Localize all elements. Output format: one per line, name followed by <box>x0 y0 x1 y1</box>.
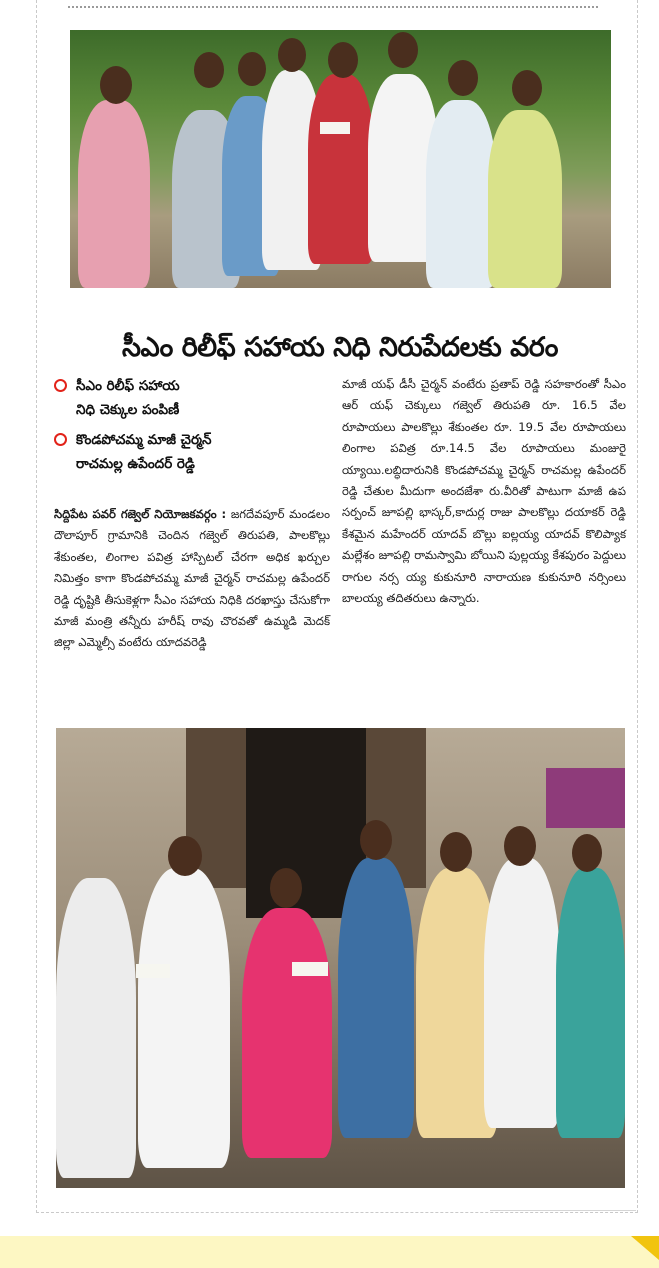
article-body-text: జగదేవపూర్ మండలం దౌలాపూర్ గ్రామానికి చెందిన గజ్వెల్ తిరుపతి, పాలకొల్లు శేకుంతల, లింగాల పవిత్ర హాస్పిటల్ చేరగా అధిక ఖర్చుల నిమిత్తం కాగా కొండపోచమ్మ మాజీ చైర్మన్ రాచమల్ల ఉపేందర్ రెడ్డి దృష్టికి తీసుకెళ్లగా సీఎం సహాయ నిధికి దరఖాస్తు చేసుకోగా మాజీ మంత్రి తన్నీరు హరీష్ రావు చొరవతో ఉమ్మడి మెదక్ జిల్లా ఎమ్మెల్సీ వంటేరు యాదవరెడ్డి <box>54 507 330 650</box>
cheque-handover-photo-bottom <box>56 728 625 1188</box>
highlight-line: రాచమల్ల ఉపేందర్ రెడ్డి <box>76 456 195 472</box>
footer-band <box>0 1236 659 1268</box>
top-divider <box>68 6 598 8</box>
cheque-handover-photo-top <box>70 30 611 288</box>
highlight-line: కొండపోచమ్మ మాజీ చైర్మన్ <box>76 432 212 448</box>
article-dateline: సిద్దిపేట పవర్ గజ్వెల్ నియోజకవర్గం : <box>54 507 227 521</box>
highlight-line: నిధి చెక్కుల పంపిణీ <box>76 402 180 418</box>
corner-triangle-icon <box>631 1236 659 1260</box>
highlight-item <box>54 374 344 422</box>
highlights-list <box>54 374 344 482</box>
article-headline: సీఎం రిలీఫ్ సహాయ నిధి నిరుపేదలకు వరం <box>122 332 558 364</box>
article-body-left <box>54 504 330 654</box>
highlight-line: సీఎం రిలీఫ్ సహాయ <box>76 378 180 394</box>
article-body-right <box>342 374 626 609</box>
bullet-circle-icon <box>54 433 67 446</box>
article-body-text: మాజీ యఫ్ డీసీ చైర్మన్ వంటేరు ప్రతాప్ రెడ్డి సహకారంతో సీఎం ఆర్ యఫ్ చెక్కులు గజ్వెల్ తిరుపతి రూ. 16.5 వేల రూపాయలు పాలకొల్లు శేకుంతల రూ. 19.5 వేల రూపాయలు లింగాల పవిత్ర రూ.14.5 వేల రూపాయలు మంజురై య్యాయి.లబ్ధిదారునికి కొండపోచమ్మ చైర్మన్ రాచమల్ల ఉపేందర్ రెడ్డి చేతుల మీదుగా అందజేశా రు.వీరితో పాటుగా మాజీ ఉప సర్పంచ్ జూపల్లి భాస్కర్,కాదుర్ల రాజు పాలకొల్లు దయాకర్ రెడ్డి కేశమైన మహేందర్ యాదవ్ బొల్లు ఐల్లయ్య యాదవ్ కొలిప్యాక మల్లేశం జూపల్లి రామస్వామి బోయిని పుల్లయ్య కేశపురం పెద్దులు రాగుల నర్స య్య కుకునూరి నారాయణ కుకునూరి నర్సింలు బాలయ్య తదితరులు ఉన్నారు. <box>342 377 626 606</box>
bottom-divider <box>490 1210 636 1211</box>
highlight-item <box>54 428 344 476</box>
bullet-circle-icon <box>54 379 67 392</box>
